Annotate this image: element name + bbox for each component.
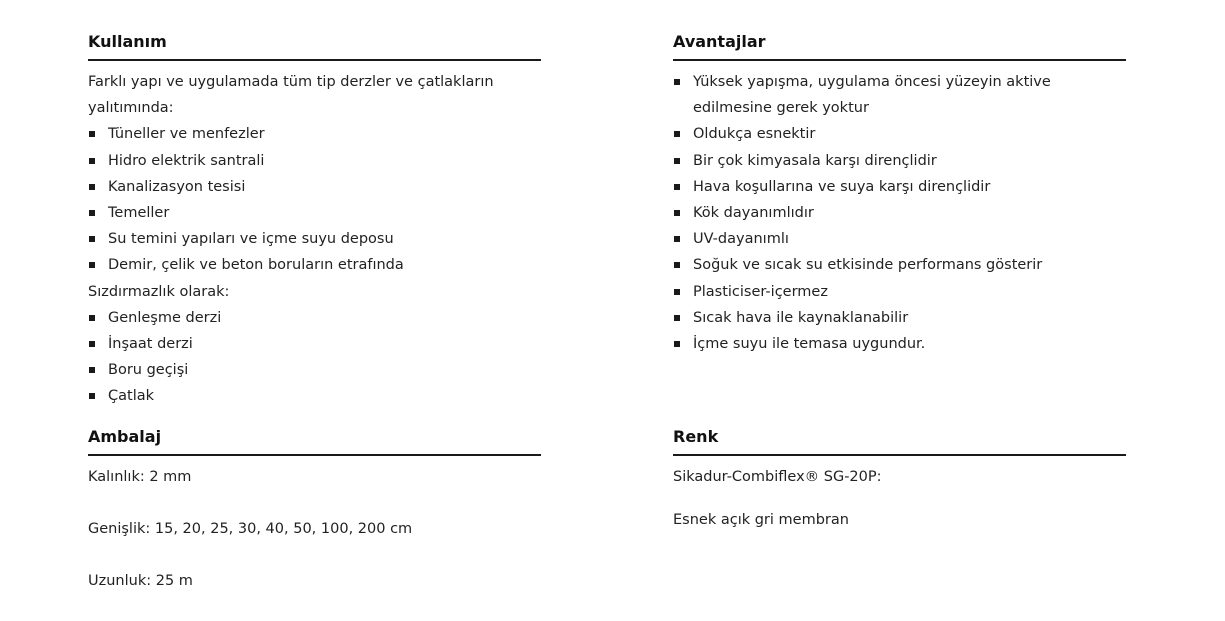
list-item: Hava koşullarına ve suya karşı dirençlidir — [673, 174, 1126, 200]
ambalaj-heading: Ambalaj — [88, 427, 541, 456]
list-item: Hidro elektrik santrali — [88, 148, 541, 174]
ambalaj-section — [88, 427, 541, 621]
list-item: Su temini yapıları ve içme suyu deposu — [88, 226, 541, 252]
list-item: Bir çok kimyasala karşı dirençlidir — [673, 148, 1126, 174]
list-item: Genleşme derzi — [88, 305, 541, 331]
kullanim-subheading: Sızdırmazlık olarak: — [88, 283, 230, 300]
kullanim-section — [88, 32, 541, 410]
list-item: Temeller — [88, 200, 541, 226]
kullanim-list-2 — [88, 305, 541, 410]
list-item: Plasticiser-içermez — [673, 279, 1126, 305]
avantajlar-list — [673, 69, 1126, 357]
ambalaj-width: Genişlik: 15, 20, 25, 30, 40, 50, 100, 200 cm — [88, 521, 413, 538]
list-item: Demir, çelik ve beton boruların etrafında — [88, 252, 541, 278]
list-item: Çatlak — [88, 383, 541, 409]
avantajlar-section — [673, 32, 1126, 357]
list-item: Oldukça esnektir — [673, 121, 1126, 147]
kullanim-heading: Kullanım — [88, 32, 541, 61]
renk-product: Sikadur-Combiflex® SG-20P: — [673, 469, 882, 485]
kullanim-intro: Farklı yapı ve uygulamada tüm tip derzler ve çatlakların yalıtımında: — [88, 74, 494, 117]
list-item: Yüksek yapışma, uygulama öncesi yüzeyin aktive edilmesine gerek yoktur — [673, 69, 1126, 121]
list-item: İnşaat derzi — [88, 331, 541, 357]
ambalaj-thickness: Kalınlık: 2 mm — [88, 469, 192, 485]
list-item: Soğuk ve sıcak su etkisinde performans gösterir — [673, 252, 1126, 278]
list-item: Sıcak hava ile kaynaklanabilir — [673, 305, 1126, 331]
renk-color: Esnek açık gri membran — [673, 512, 849, 529]
list-item: Kanalizasyon tesisi — [88, 174, 541, 200]
list-item: İçme suyu ile temasa uygundur. — [673, 331, 1126, 357]
renk-section — [673, 427, 1126, 533]
list-item: Kök dayanımlıdır — [673, 200, 1126, 226]
renk-heading: Renk — [673, 427, 1126, 456]
list-item: Tüneller ve menfezler — [88, 121, 541, 147]
list-item: UV-dayanımlı — [673, 226, 1126, 252]
avantajlar-heading: Avantajlar — [673, 32, 1126, 61]
kullanim-list — [88, 121, 541, 278]
list-item: Boru geçişi — [88, 357, 541, 383]
ambalaj-length: Uzunluk: 25 m — [88, 573, 193, 590]
